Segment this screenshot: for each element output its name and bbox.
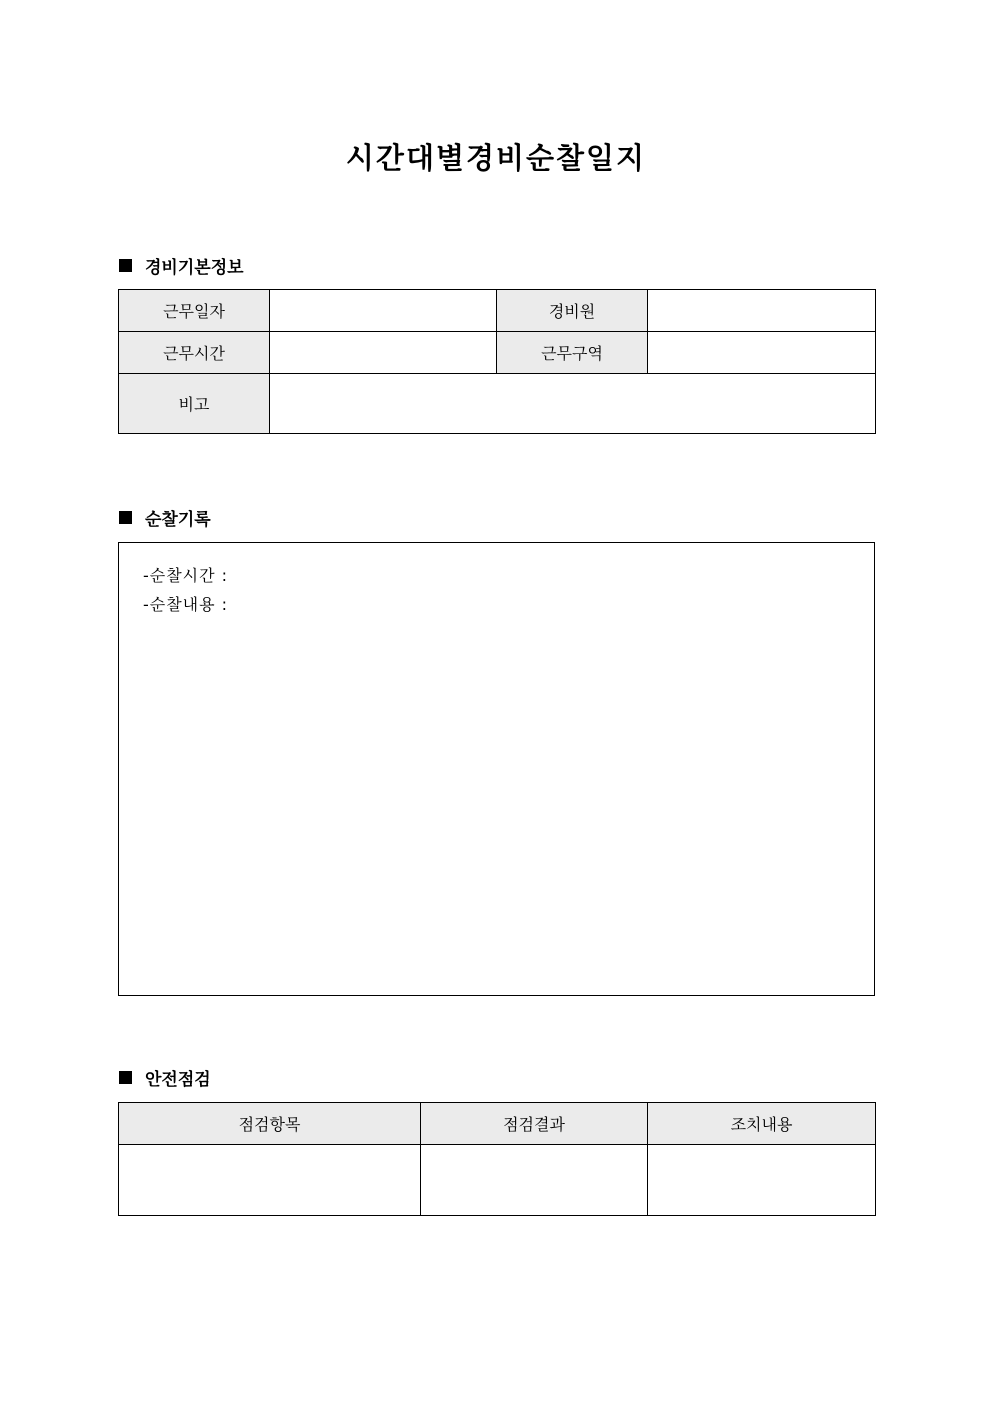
work-area-field[interactable] — [648, 332, 876, 374]
remarks-field[interactable] — [270, 374, 876, 434]
table-row — [119, 1145, 876, 1216]
section-heading-safety — [119, 1066, 211, 1088]
section-heading-basic-info — [119, 254, 244, 276]
guard-field[interactable] — [648, 290, 876, 332]
section-title: 경비기본정보 — [145, 257, 244, 278]
patrol-time-line: -순찰시간 : — [143, 566, 229, 585]
section-heading-patrol — [119, 506, 211, 528]
section-title: 순찰기록 — [145, 509, 211, 530]
table-header-row — [119, 1103, 876, 1145]
square-bullet-icon — [119, 1071, 132, 1084]
work-date-label: 근무일자 — [119, 290, 270, 332]
work-date-field[interactable] — [270, 290, 497, 332]
work-time-field[interactable] — [270, 332, 497, 374]
action-cell[interactable] — [648, 1145, 876, 1216]
patrol-record-box[interactable] — [118, 542, 875, 996]
remarks-label: 비고 — [119, 374, 270, 434]
column-header-action: 조치내용 — [648, 1103, 876, 1145]
column-header-check-item: 점검항목 — [119, 1103, 421, 1145]
square-bullet-icon — [119, 511, 132, 524]
check-item-cell[interactable] — [119, 1145, 421, 1216]
section-title: 안전점검 — [145, 1069, 211, 1090]
work-area-label: 근무구역 — [497, 332, 648, 374]
check-result-cell[interactable] — [421, 1145, 648, 1216]
document-title: 시간대별경비순찰일지 — [345, 141, 647, 175]
patrol-content-line: -순찰내용 : — [143, 595, 229, 614]
work-time-label: 근무시간 — [119, 332, 270, 374]
table-row — [119, 374, 876, 434]
basic-info-table — [118, 289, 876, 434]
column-header-check-result: 점검결과 — [421, 1103, 648, 1145]
table-row — [119, 290, 876, 332]
safety-check-table — [118, 1102, 876, 1216]
guard-label: 경비원 — [497, 290, 648, 332]
square-bullet-icon — [119, 259, 132, 272]
table-row — [119, 332, 876, 374]
